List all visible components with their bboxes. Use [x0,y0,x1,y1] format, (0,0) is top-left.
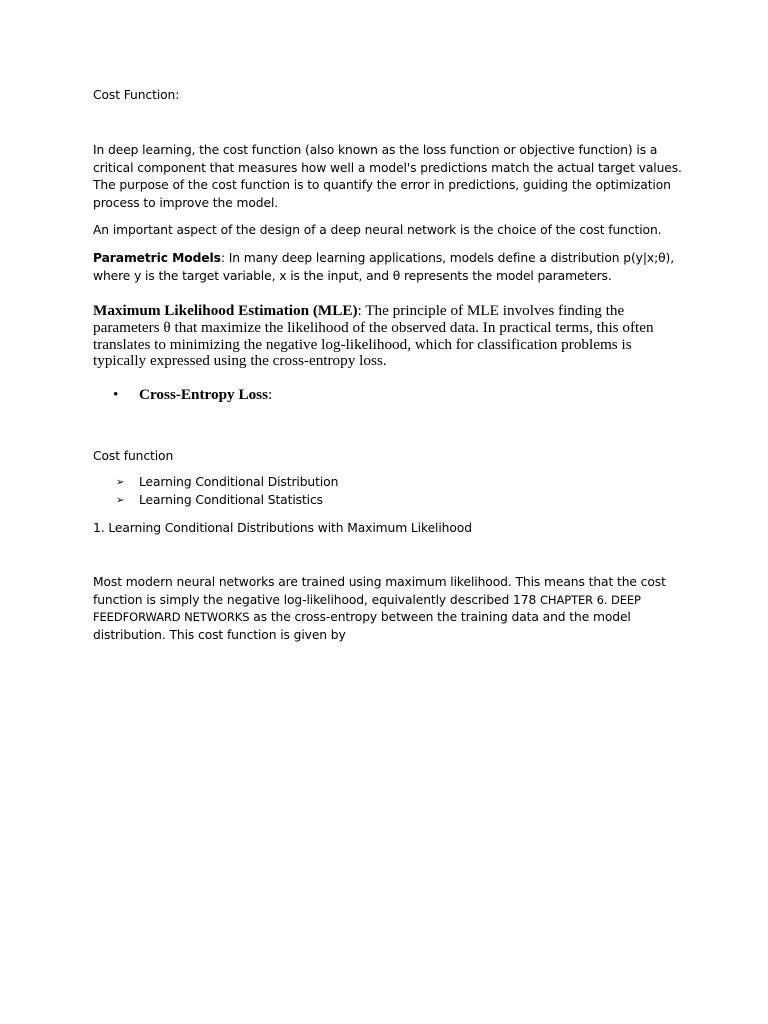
mle-label: Maximum Likelihood Estimation (MLE) [93,302,358,319]
mle-paragraph [93,303,683,370]
cross-entropy-label: Cross-Entropy Loss [139,386,268,403]
chapter-reference: CHAPTER 6. DEEP FEEDFORWARD NETWORKS [93,592,641,625]
list-item [116,492,676,510]
intro-paragraph: In deep learning, the cost function (also known as the loss function or objective function) is a critical component that measures how well a model's predictions match the actual target values. The purpose of the cost function is to quantify the error in predictions, guiding the optimization process to improve the model. [93,143,682,210]
final-paragraph [93,574,683,644]
arrow-bullet-icon: ➢ [116,477,125,488]
section-heading: 1. Learning Conditional Distributions with Maximum Likelihood [93,521,472,535]
mle-text: : The principle of MLE involves finding the parameters θ that maximize the likelihood of the observed data. In practical terms, this often translates to minimizing the negative log-likelihood, which for classification problems is typically expressed using the cross-entropy loss. [93,302,654,370]
list-item-label: Learning Conditional Statistics [139,493,323,507]
list-item [116,474,676,492]
cross-entropy-item [139,387,272,404]
final-paragraph-text-a: Most modern neural networks are trained using maximum likelihood. This means that the cost function is simply the negative log-likelihood, equivalently described 178 [93,575,666,607]
final-paragraph-text-c: as the cross-entropy between the training data and the model distribution. This cost function is given by [93,610,631,642]
parametric-models-label: Parametric Models [93,251,221,265]
design-paragraph: An important aspect of the design of a deep neural network is the choice of the cost function. [93,223,662,237]
bullet-icon: • [113,386,119,403]
parametric-models-paragraph [93,250,683,285]
parametric-models-text: : In many deep learning applications, models define a distribution p(y|x;θ), where y is the target variable, x is the input, and θ represents the model parameters. [93,251,675,283]
list-item-label: Learning Conditional Distribution [139,475,339,489]
cost-function-subheading: Cost function [93,449,174,463]
cross-entropy-bullet [113,387,673,405]
arrow-bullet-icon: ➢ [116,495,125,506]
cross-entropy-suffix: : [267,386,273,403]
cost-function-heading: Cost Function: [93,88,180,102]
